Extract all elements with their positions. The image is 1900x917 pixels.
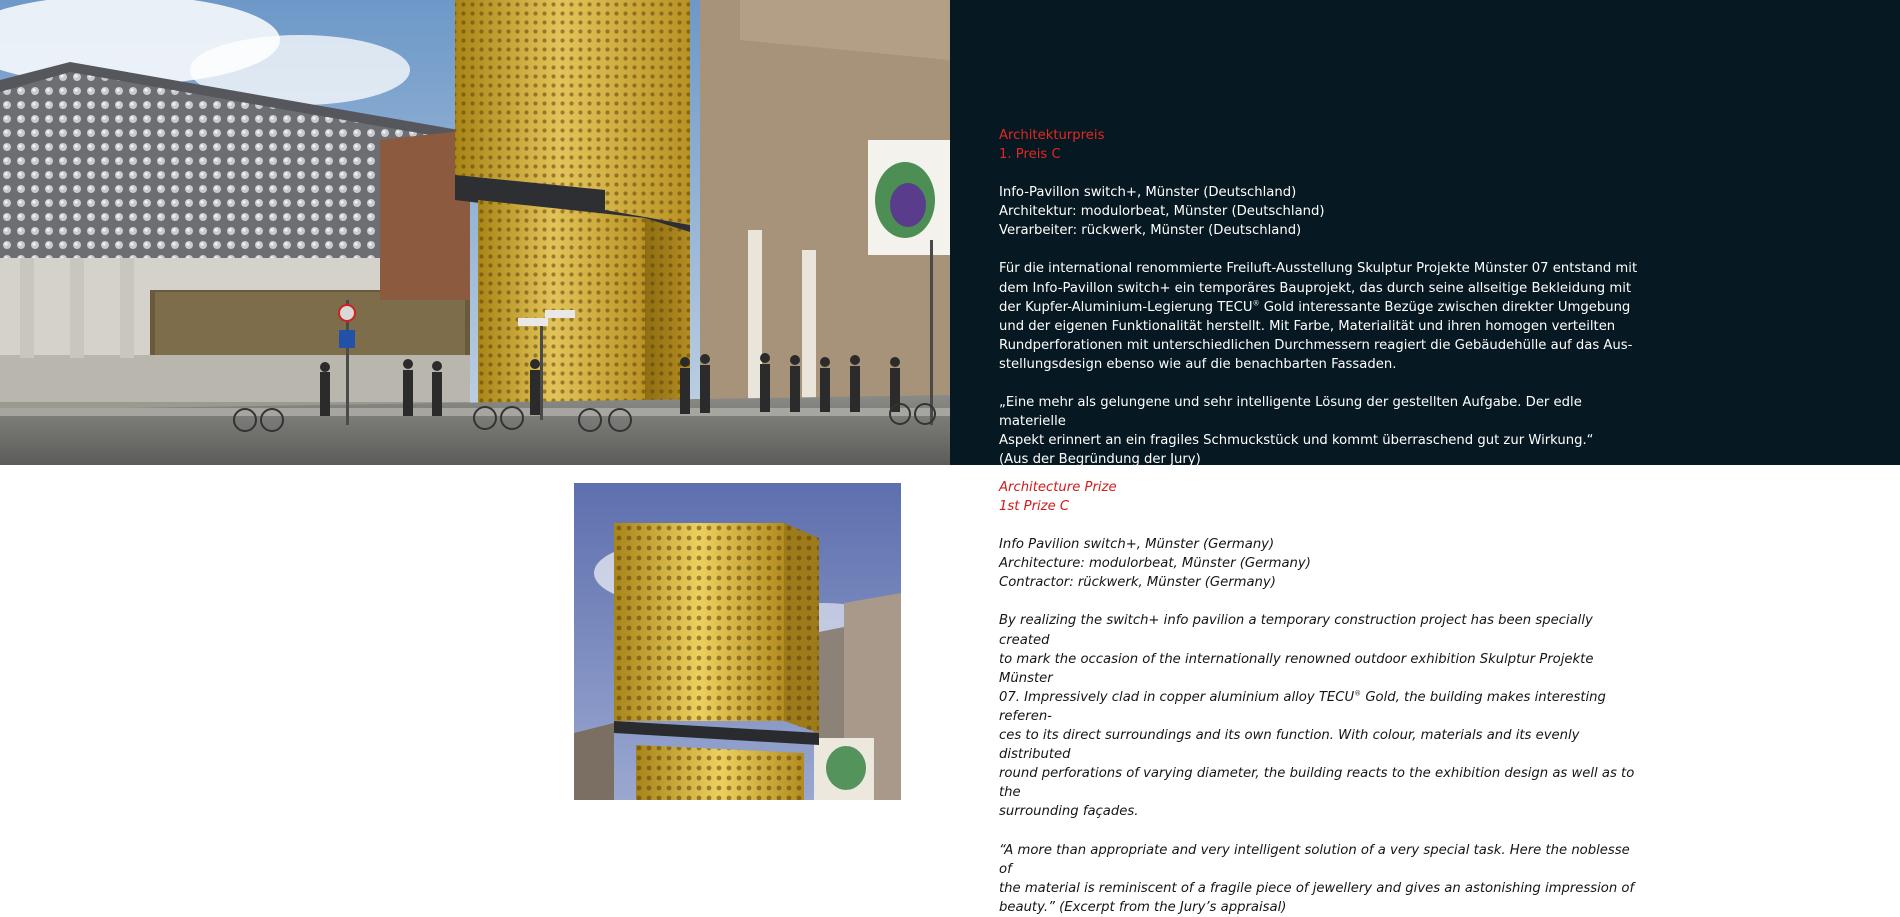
jury-quote-de-source: (Aus der Begründung der Jury) [999, 452, 1201, 468]
trademark-symbol: ® [1252, 299, 1260, 308]
description-en-line: round perforations of varying diameter, the building reacts to the exhibition design as well as to the [999, 766, 1635, 801]
description-de-line-3 [999, 298, 1639, 317]
contractor-de: Verarbeiter: rückwerk, Münster (Deutschland) [999, 223, 1302, 239]
description-en-line: to mark the occasion of the internationally renowned outdoor exhibition Skulptur Projekte Münster [999, 651, 1594, 686]
tecu-prefix-en: 07. Impressively clad in copper aluminium alloy TECU [999, 689, 1355, 705]
description-en-line: ces to its direct surroundings and its own function. With colour, materials and its evenly distributed [999, 728, 1580, 763]
description-en-line: surrounding façades. [999, 804, 1139, 820]
jury-quote-en-line: “A more than appropriate and very intelligent solution of a very special task. Here the noblesse of [999, 842, 1630, 877]
jury-quote-en-line: beauty.” (Excerpt from the Jury’s appraisal) [999, 899, 1287, 915]
description-de-line: dem Info-Pavillon switch+ ein temporäres Bauprojekt, das durch seine allseitige Bekleidung mit [999, 280, 1632, 296]
trademark-symbol: ® [1354, 689, 1362, 698]
description-de-line: Rundperforationen mit unterschiedlichen Durchmessern reagiert die Gebäudehülle auf das Aus- [999, 337, 1633, 353]
tecu-prefix-de: der Kupfer-Aluminium-Legierung TECU [999, 299, 1253, 315]
pavilion-tower-photo [574, 483, 901, 800]
tecu-suffix-en: Gold, the building makes interesting referen- [999, 689, 1606, 724]
german-text-block [999, 126, 1639, 469]
project-de: Info-Pavillon switch+, Münster (Deutschland) [999, 185, 1297, 201]
jury-quote-de-line: Aspekt erinnert an ein fragiles Schmuckstück und kommt überraschend gut zur Wirkung.“ [999, 433, 1594, 449]
jury-quote-de-line: „Eine mehr als gelungene und sehr intelligente Lösung der gestellten Aufgabe. Der edle materielle [999, 395, 1582, 430]
award-label-en: Architecture Prize [999, 480, 1117, 495]
architecture-en: Architecture: modulorbeat, Münster (Germany) [999, 556, 1311, 572]
description-en-line: By realizing the switch+ info pavilion a temporary construction project has been specially created [999, 613, 1593, 648]
contractor-en: Contractor: rückwerk, Münster (Germany) [999, 575, 1276, 591]
jury-quote-en-line: the material is reminiscent of a fragile piece of jewellery and gives an astonishing impression of [999, 880, 1635, 896]
architecture-de: Architektur: modulorbeat, Münster (Deutschland) [999, 204, 1325, 220]
prize-de: 1. Preis C [999, 147, 1061, 163]
award-label-de: Architekturpreis [999, 128, 1105, 143]
prize-en: 1st Prize C [999, 499, 1070, 515]
description-de-line: stellungsdesign ebenso wie auf die benachbarten Fassaden. [999, 356, 1397, 372]
project-en: Info Pavilion switch+, Münster (Germany) [999, 537, 1275, 553]
description-de-line: und der eigenen Funktionalität herstellt. Mit Farbe, Materialität und ihren homogen verteilten [999, 318, 1616, 334]
description-en-line-3 [999, 688, 1639, 726]
description-de-line: Für die international renommierte Freiluft-Ausstellung Skulptur Projekte Münster 07 entstand mit [999, 261, 1638, 277]
pavilion-street-photo [0, 0, 950, 465]
tecu-suffix-de: Gold interessante Bezüge zwischen direkter Umgebung [1263, 299, 1631, 315]
english-text-block [999, 478, 1639, 917]
